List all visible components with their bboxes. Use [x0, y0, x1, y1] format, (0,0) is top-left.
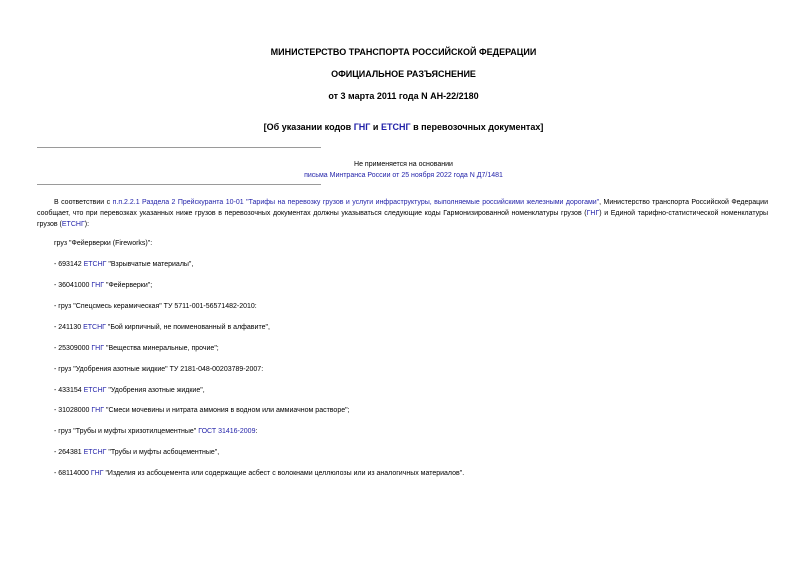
- list-item: - 31028000 ГНГ "Смеси мочевины и нитрата аммония в водном или аммиачном растворе";: [54, 407, 350, 414]
- status-note-link[interactable]: письма Минтранса России от 25 ноября 2022 года N Д7/1481: [304, 172, 503, 179]
- etsng-link[interactable]: ЕТСНГ: [83, 261, 107, 268]
- subject-gng-link[interactable]: ГНГ: [353, 122, 371, 132]
- intro-etsng-link[interactable]: ЕТСНГ: [61, 221, 85, 228]
- intro-tariff-link[interactable]: п.п.2.2.1 Раздела 2 Прейскуранта 10-01 "Тарифы на перевозку грузов и услуги инфраструктуры, выполняемые российскими железными дорогами": [112, 199, 600, 206]
- gost-link[interactable]: ГОСТ 31416-2009: [198, 428, 256, 435]
- intro-gng-link[interactable]: ГНГ: [586, 210, 600, 217]
- list-item: - 36041000 ГНГ "Фейерверки";: [54, 282, 153, 289]
- gng-link[interactable]: ГНГ: [91, 407, 105, 414]
- gng-link[interactable]: ГНГ: [90, 470, 104, 477]
- list-item: - груз "Трубы и муфты хризотилцементные" ГОСТ 31416-2009:: [54, 428, 258, 435]
- status-note-text: Не применяется на основании: [354, 161, 453, 168]
- etsng-link[interactable]: ЕТСНГ: [83, 449, 107, 456]
- divider-bottom: [37, 184, 321, 185]
- list-item: - 241130 ЕТСНГ "Бой кирпичный, не поименованный в алфавите",: [54, 324, 270, 331]
- intro-middle: , Министерство транспорта Российской Федерации сообщает, что при перевозках указанных ниже грузов в перевозочных документах должны указываться следующие коды Гармонизированной номенклатуры грузов (: [37, 199, 769, 217]
- list-item: - 25309000 ГНГ "Вещества минеральные, прочие";: [54, 345, 219, 352]
- etsng-link[interactable]: ЕТСНГ: [83, 324, 106, 331]
- document-date-number: от 3 марта 2011 года N АН-22/2180: [328, 91, 479, 101]
- intro-prefix: В соответствии с: [54, 199, 113, 206]
- document-type-heading: ОФИЦИАЛЬНОЕ РАЗЪЯСНЕНИЕ: [331, 69, 476, 79]
- intro-paragraph: [37, 197, 768, 230]
- subject-close: в перевозочных документах]: [410, 122, 544, 132]
- gng-link[interactable]: ГНГ: [91, 282, 105, 289]
- ministry-heading: МИНИСТЕРСТВО ТРАНСПОРТА РОССИЙСКОЙ ФЕДЕРАЦИИ: [270, 47, 537, 57]
- intro-middle2: ) и Единой тарифно-статистической номенклатуры грузов (: [37, 210, 768, 228]
- etsng-link[interactable]: ЕТСНГ: [83, 387, 107, 394]
- gng-link[interactable]: ГНГ: [91, 345, 105, 352]
- list-item: - 693142 ЕТСНГ "Взрывчатые материалы",: [54, 261, 194, 268]
- list-item: - груз "Спецсмесь керамическая" ТУ 5711-001-56571482-2010:: [54, 303, 257, 310]
- subject-etsng-link[interactable]: ЕТСНГ: [380, 122, 411, 132]
- document-subject: [0, 122, 807, 132]
- list-item: - 433154 ЕТСНГ "Удобрения азотные жидкие",: [54, 387, 205, 394]
- list-item: - 68114000 ГНГ "Изделия из асбоцемента или содержащие асбест с волокнами целлюлозы или из аналогичных материалов".: [54, 470, 465, 477]
- list-item: - 264381 ЕТСНГ "Трубы и муфты асбоцементные",: [54, 449, 220, 456]
- list-item: груз "Фейерверки (Fireworks)":: [54, 240, 153, 247]
- list-item: - груз "Удобрения азотные жидкие" ТУ 2181-048-00203789-2007:: [54, 366, 264, 373]
- subject-and: и: [370, 122, 381, 132]
- subject-open: [Об указании кодов: [263, 122, 354, 132]
- intro-suffix: ):: [84, 221, 90, 228]
- divider-top: [37, 147, 321, 148]
